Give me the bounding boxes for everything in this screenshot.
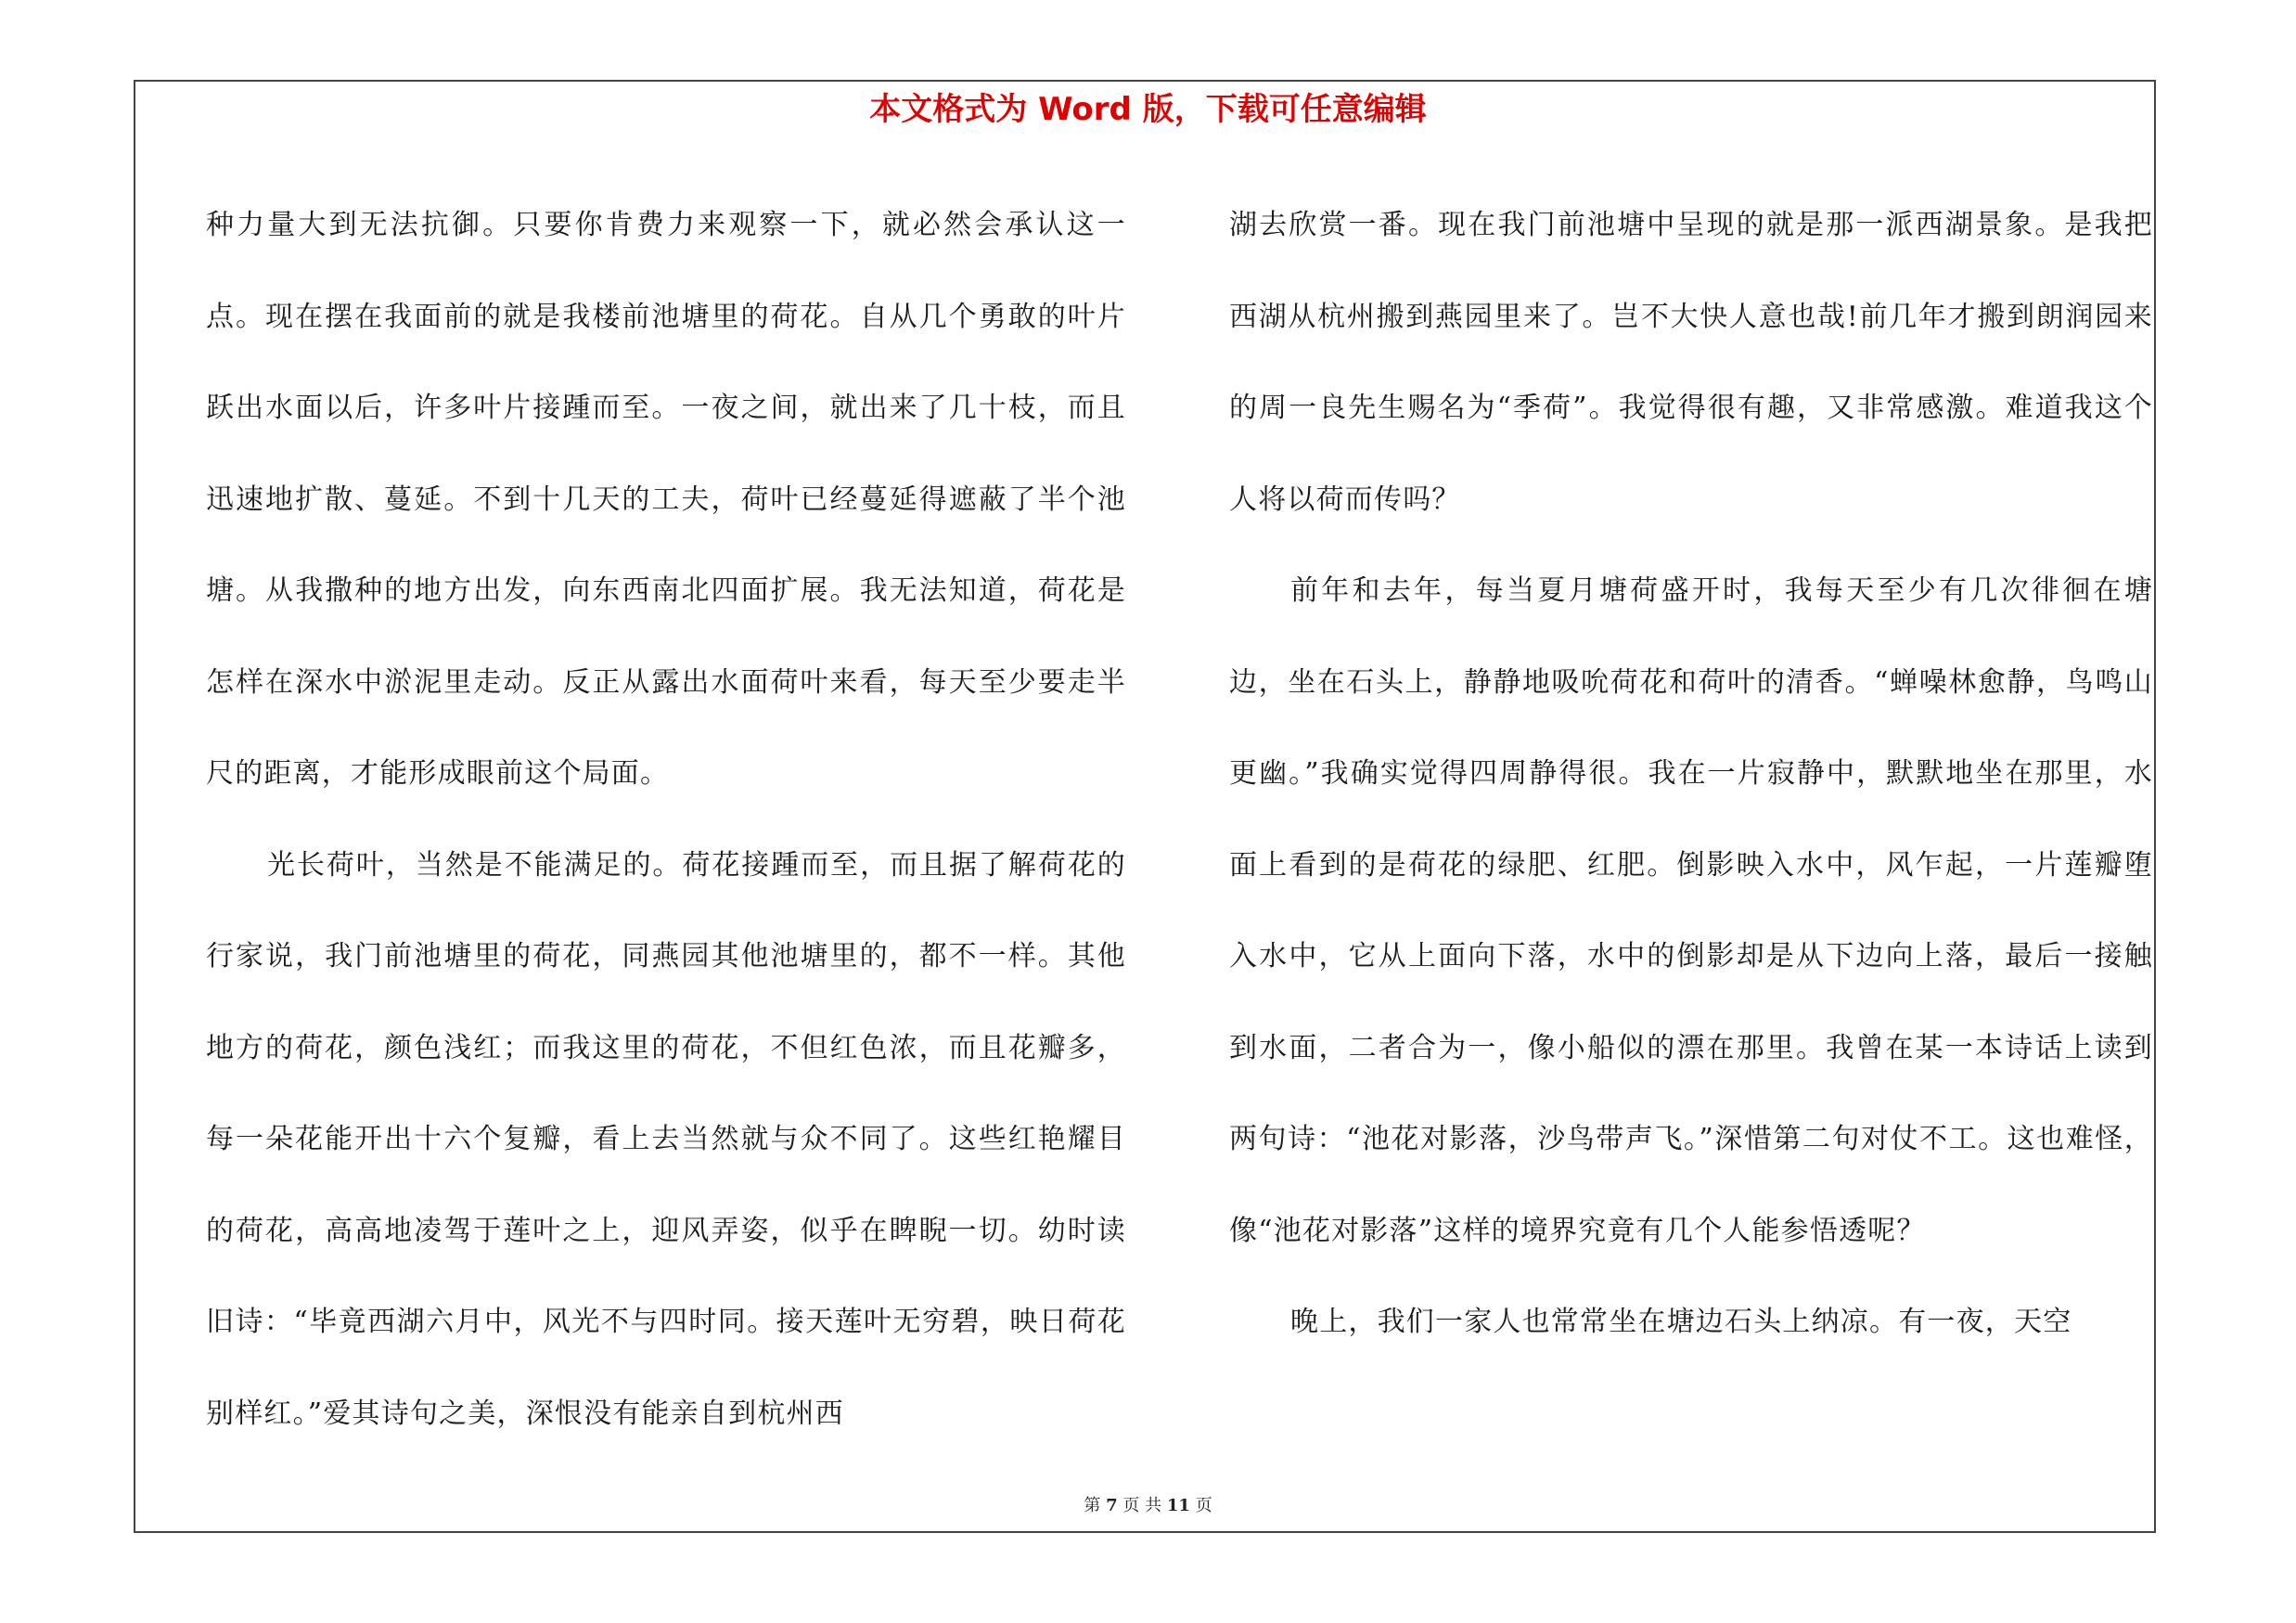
footer-middle: 页 共: [1122, 1496, 1162, 1515]
right-column: [1229, 180, 2153, 1369]
paragraph: 前年和去年，每当夏月塘荷盛开时，我每天至少有几次徘徊在塘边，坐在石头上，静静地吸吮荷花和荷叶的清香。“蝉噪林愈静，鸟鸣山更幽。”我确实觉得四周静得很。我在一片寂静中，默默地坐在那里，水面上看到的是荷花的绿肥、红肥。倒影映入水中，风乍起，一片莲瓣堕入水中，它从上面向下落，水中的倒影却是从下边向上落，最后一接触到水面，二者合为一，像小船似的漂在那里。我曾在某一本诗话上读到两句诗：“池花对影落，沙鸟带声飞。”深惜第二句对仗不工。这也难怪，像“池花对影落”这样的境界究竟有几个人能参悟透呢？: [1229, 574, 2153, 1247]
paragraph: 晚上，我们一家人也常常坐在塘边石头上纳凉。有一夜，天空: [1290, 1306, 2072, 1338]
footer-suffix: 页: [1195, 1496, 1212, 1515]
paragraph: 光长荷叶，当然是不能满足的。荷花接踵而至，而且据了解荷花的行家说，我门前池塘里的荷花，同燕园其他池塘里的，都不一样。其他地方的荷花，颜色浅红；而我这里的荷花，不但红色浓，而且花瓣多，每一朵花能开出十六个复瓣，看上去当然就与众不同了。这些红艳耀目的荷花，高高地凌驾于莲叶之上，迎风弄姿，似乎在睥睨一切。幼时读旧诗：“毕竟西湖六月中，风光不与四时同。接天莲叶无穷碧，映日荷花别样红。”爱其诗句之美，深恨没有能亲自到杭州西: [206, 848, 1126, 1430]
total-pages-number: 11: [1166, 1496, 1190, 1515]
paragraph: 种力量大到无法抗御。只要你肯费力来观察一下，就必然会承认这一点。现在摆在我面前的就是我楼前池塘里的荷花。自从几个勇敢的叶片跃出水面以后，许多叶片接踵而至。一夜之间，就出来了几十枝，而且迅速地扩散、蔓延。不到十几天的工夫，荷叶已经蔓延得遮蔽了半个池塘。从我撒种的地方出发，向东西南北四面扩展。我无法知道，荷花是怎样在深水中淤泥里走动。反正从露出水面荷叶来看，每天至少要走半尺的距离，才能形成眼前这个局面。: [206, 209, 1126, 790]
footer-prefix: 第: [1084, 1496, 1101, 1515]
current-page-number: 7: [1106, 1496, 1118, 1515]
paragraph: 湖去欣赏一番。现在我门前池塘中呈现的就是那一派西湖景象。是我把西湖从杭州搬到燕园里来了。岂不大快人意也哉!前几年才搬到朗润园来的周一良先生赐名为“季荷”。我觉得很有趣，又非常感激。难道我这个人将以荷而传吗？: [1229, 209, 2153, 516]
left-column: [206, 180, 1126, 1460]
page-footer: [0, 1492, 2296, 1516]
header-banner: 本文格式为 Word 版，下载可任意编辑: [869, 91, 1427, 128]
